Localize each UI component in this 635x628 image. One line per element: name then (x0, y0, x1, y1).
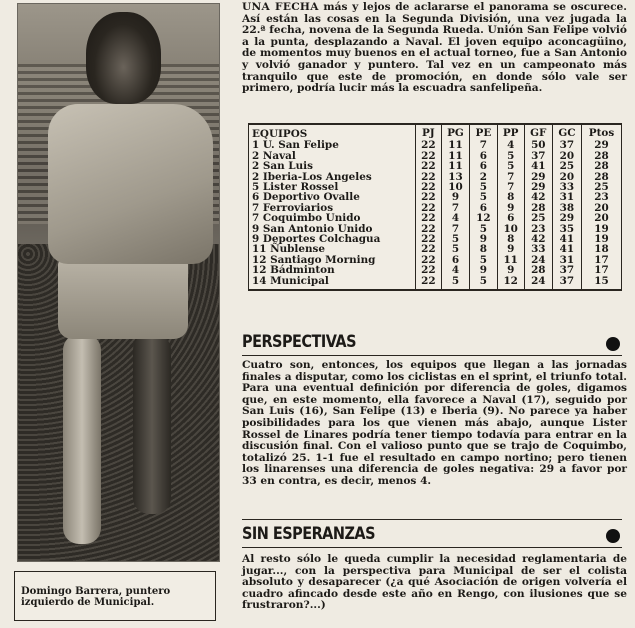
team-name: Deportivo Ovalle (262, 191, 360, 204)
team-name: Bádminton (270, 264, 335, 277)
team-position: 5 (252, 181, 260, 194)
stat-gc: 31 (552, 255, 581, 265)
stat-pg: 5 (441, 276, 470, 289)
team-position: 14 (252, 274, 267, 287)
header-pj: PJ (416, 125, 442, 140)
stat-pg: 7 (441, 224, 470, 234)
stat-gf: 29 (524, 172, 552, 182)
team-position: 9 (252, 233, 260, 246)
intro-paragraph (242, 2, 627, 95)
stat-pj: 22 (416, 224, 442, 234)
stat-pts: 18 (582, 244, 621, 254)
stat-pe: 8 (470, 244, 497, 254)
stat-pe: 12 (470, 213, 497, 223)
stat-pts: 28 (582, 172, 621, 182)
photo-head (86, 12, 161, 104)
stat-pe: 5 (470, 255, 497, 265)
stat-pj: 22 (416, 182, 442, 192)
team-name: San Luis (262, 160, 313, 173)
stat-pts: 15 (582, 276, 621, 289)
stat-pe: 6 (470, 203, 497, 213)
stat-pj: 22 (416, 140, 442, 150)
stat-gf: 23 (524, 224, 552, 234)
team-position: 2 (252, 170, 260, 183)
stat-pp: 12 (497, 276, 524, 289)
stat-pp: 8 (497, 234, 524, 244)
stat-pe: 5 (470, 276, 497, 289)
stat-pts: 19 (582, 234, 621, 244)
stat-gc: 33 (552, 182, 581, 192)
stat-pp: 5 (497, 151, 524, 161)
stat-gf: 24 (524, 276, 552, 289)
team-position: 7 (252, 212, 260, 225)
stat-pg: 6 (441, 255, 470, 265)
stat-gc: 35 (552, 224, 581, 234)
perspectivas-heading (242, 329, 622, 356)
stat-pts: 23 (582, 192, 621, 202)
stat-pts: 20 (582, 213, 621, 223)
stat-gf: 42 (524, 234, 552, 244)
stat-pts: 20 (582, 203, 621, 213)
team-position: 12 (252, 264, 267, 277)
stat-gc: 38 (552, 203, 581, 213)
stat-gc: 25 (552, 161, 581, 171)
stat-gf: 24 (524, 255, 552, 265)
standings-header-row (249, 125, 621, 140)
stat-gf: 29 (524, 182, 552, 192)
team-position: 6 (252, 191, 260, 204)
stat-gf: 41 (524, 161, 552, 171)
team-position: 12 (252, 253, 267, 266)
stat-gc: 20 (552, 172, 581, 182)
stat-pg: 4 (441, 213, 470, 223)
stat-pp: 6 (497, 213, 524, 223)
team-position: 1 (252, 139, 260, 152)
stat-pg: 11 (441, 140, 470, 150)
header-gf: GF (524, 125, 552, 140)
stat-gf: 28 (524, 203, 552, 213)
stat-pp: 9 (497, 265, 524, 275)
stat-gc: 37 (552, 140, 581, 150)
stat-gc: 29 (552, 213, 581, 223)
stat-gc: 41 (552, 244, 581, 254)
team-name: Municipal (270, 274, 329, 287)
stat-pg: 13 (441, 172, 470, 182)
stat-gf: 42 (524, 192, 552, 202)
player-photo (17, 3, 220, 562)
header-pp: PP (497, 125, 524, 140)
stat-pts: 28 (582, 161, 621, 171)
team-name: Deportes Colchagua (262, 233, 381, 246)
perspectivas-text: Cuatro son, entonces, los equipos que llegan a las jornadas finales a disputar, como los ciclistas en el sprint, el triunfo total. Para una eventual definición por diferencia de goles, digamos que, en este momento, ella favorece a Naval (17), seguido por San Luis (16), San Felipe (13) e Iberia (9). No parece ya haber posibilidades para los que vienen más abajo, aunque Lister Rossel de Linares podría tener tiempo todavía para entrar en la discusión final. Con el valioso punto que se trajo de Coquimbo, totalizó 25. 1-1 fue el resultado en campo nortino; pero tienen los linarenses una diferencia de goles negativa: 29 a favor por 33 en contra, es decir, menos 4. (242, 359, 627, 487)
stat-pp: 11 (497, 255, 524, 265)
team-position: 2 (252, 160, 260, 173)
stat-pj: 22 (416, 151, 442, 161)
photo-caption: Domingo Barrera, puntero izquierdo de Municipal. (21, 586, 171, 608)
team-name: Santiago Morning (270, 253, 376, 266)
stat-pp: 4 (497, 140, 524, 150)
stat-pe: 9 (470, 234, 497, 244)
intro-lead: UNA FECHA (242, 1, 319, 13)
stat-pp: 7 (497, 182, 524, 192)
intro-text: más y lejos de aclararse el panorama se oscurece. Así están las cosas en la Segunda División, una vez jugada la 22.ª fecha, novena de la Segunda Rueda. Unión San Felipe volvió a la punta, desplazando a Naval. El joven equipo aconcagüino, de momentos muy buenos en el actual torneo, fue a San Antonio y volvió ganador y puntero. Tal vez en un campeonato más tranquilo que este de promoción, en donde sólo vale ser primero, podría lucir más la escuadra sanfelipeña. (242, 1, 627, 95)
stat-pp: 9 (497, 244, 524, 254)
standings-table (248, 123, 622, 291)
team-name: Naval (262, 149, 296, 162)
stat-pts: 17 (582, 265, 621, 275)
header-ptos: Ptos (582, 125, 621, 140)
stat-pg: 9 (441, 192, 470, 202)
section-divider (242, 519, 622, 520)
stat-pg: 4 (441, 265, 470, 275)
stat-pg: 5 (441, 244, 470, 254)
table-row (249, 276, 621, 289)
stat-pj: 22 (416, 244, 442, 254)
stat-pts: 25 (582, 182, 621, 192)
stat-pj: 22 (416, 203, 442, 213)
stat-pp: 8 (497, 192, 524, 202)
team-cell (249, 276, 416, 289)
stat-pp: 5 (497, 161, 524, 171)
sin-esperanzas-article (242, 554, 627, 612)
stat-pe: 5 (470, 224, 497, 234)
stat-pg: 7 (441, 203, 470, 213)
stat-pj: 22 (416, 192, 442, 202)
photo-leg-right (133, 334, 171, 514)
stat-pts: 19 (582, 224, 621, 234)
stat-pts: 29 (582, 140, 621, 150)
header-gc: GC (552, 125, 581, 140)
stat-pe: 9 (470, 265, 497, 275)
stat-pj: 22 (416, 161, 442, 171)
stat-gf: 50 (524, 140, 552, 150)
standings-body (249, 140, 621, 289)
team-name: Ñublense (270, 243, 325, 256)
stat-pg: 11 (441, 161, 470, 171)
stat-pp: 9 (497, 203, 524, 213)
team-position: 9 (252, 222, 260, 235)
team-position: 7 (252, 201, 260, 214)
stat-gc: 37 (552, 276, 581, 289)
team-name: Coquimbo Unido (262, 212, 361, 225)
photo-shorts (58, 259, 188, 339)
stat-gf: 25 (524, 213, 552, 223)
team-name: Iberia-Los Angeles (262, 170, 372, 183)
team-name: Lister Rossel (262, 181, 339, 194)
photo-shirt (48, 104, 213, 264)
stat-pe: 2 (470, 172, 497, 182)
perspectivas-title: PERSPECTIVAS (242, 332, 356, 352)
team-position: 11 (252, 243, 267, 256)
team-name: San Antonio Unido (262, 222, 373, 235)
photo-caption-box (14, 571, 216, 621)
stat-gc: 41 (552, 234, 581, 244)
stat-gc: 20 (552, 151, 581, 161)
stat-pg: 5 (441, 234, 470, 244)
stat-pj: 22 (416, 276, 442, 289)
stat-gf: 28 (524, 265, 552, 275)
stat-pj: 22 (416, 172, 442, 182)
stat-pts: 28 (582, 151, 621, 161)
stat-pp: 10 (497, 224, 524, 234)
stat-pj: 22 (416, 234, 442, 244)
header-pg: PG (441, 125, 470, 140)
stat-pe: 6 (470, 151, 497, 161)
sin-esperanzas-text: Al resto sólo le queda cumplir la necesidad reglamentaria de jugar..., con la perspectiva para Municipal de ser el colista absoluto y desaparecer (¿a qué Asociación de origen volvería el cuadro afincado desde este año en Rengo, con ilusiones que se frustraron?...) (242, 553, 627, 612)
stat-pj: 22 (416, 265, 442, 275)
sin-esperanzas-heading (242, 521, 622, 548)
stat-pg: 10 (441, 182, 470, 192)
stat-pts: 17 (582, 255, 621, 265)
stat-pe: 5 (470, 192, 497, 202)
stat-pp: 7 (497, 172, 524, 182)
team-position: 2 (252, 149, 260, 162)
team-name: U. San Felipe (262, 139, 339, 152)
stat-gf: 33 (524, 244, 552, 254)
stat-pj: 22 (416, 255, 442, 265)
bullet-dot-icon (606, 529, 620, 543)
perspectivas-article (242, 360, 627, 488)
stat-gc: 37 (552, 265, 581, 275)
bullet-dot-icon (606, 337, 620, 351)
photo-leg-left (63, 334, 101, 544)
stat-gc: 31 (552, 192, 581, 202)
header-equipos: EQUIPOS (252, 128, 308, 140)
stat-pj: 22 (416, 213, 442, 223)
intro-article (242, 2, 627, 95)
stat-pe: 7 (470, 140, 497, 150)
sin-esperanzas-title: SIN ESPERANZAS (242, 524, 375, 544)
team-name: Ferroviarios (262, 201, 334, 214)
stat-pg: 11 (441, 151, 470, 161)
stat-gf: 37 (524, 151, 552, 161)
stat-pe: 6 (470, 161, 497, 171)
stat-pe: 5 (470, 182, 497, 192)
header-pe: PE (470, 125, 497, 140)
